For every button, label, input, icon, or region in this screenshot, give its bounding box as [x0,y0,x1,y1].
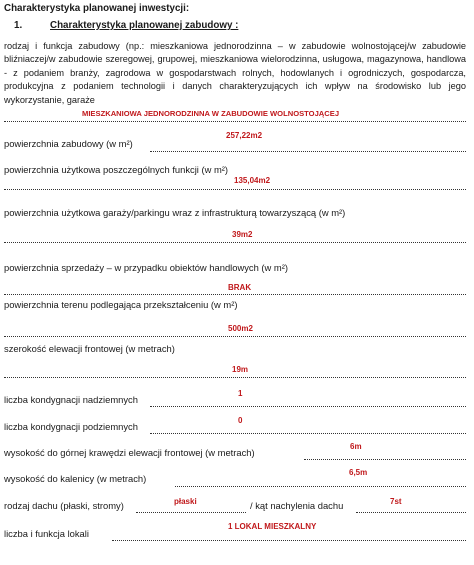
eaves-height-label: wysokość do górnej krawędzi elewacji frontowej (w metrach) [4,447,255,458]
roof-type-label: rodzaj dachu (płaski, stromy) [4,500,124,511]
roof-angle-value: 7st [390,497,402,506]
intro-value: MIESZKANIOWA JEDNORODZINNA W ZABUDOWIE WOLNOSTOJĄCEJ [82,109,340,118]
dotted-line [136,512,246,513]
dotted-line [4,121,466,122]
dotted-line [4,336,466,337]
section-title: Charakterystyka planowanej zabudowy : [50,20,239,31]
units-label: liczba i funkcja lokali [4,528,89,539]
built-area-label: powierzchnia zabudowy (w m²) [4,138,133,149]
usable-area-label: powierzchnia użytkowa poszczególnych funkcji (w m²) [4,164,229,175]
dotted-line [4,242,466,243]
dotted-line [150,406,466,407]
storeys-above-label: liczba kondygnacji nadziemnych [4,394,138,405]
dotted-line [304,459,466,460]
eaves-height-value: 6m [350,442,362,451]
dotted-line [175,486,466,487]
dotted-line [4,294,466,295]
built-area-value: 257,22m2 [226,131,263,140]
dotted-line [356,512,466,513]
transform-area-value: 500m2 [228,324,253,333]
sales-area-value: BRAK [228,283,252,292]
transform-area-label: powierzchnia terenu podlegająca przekształceniu (w m²) [4,299,238,310]
storeys-above-value: 1 [238,389,243,398]
dotted-line [150,151,466,152]
roof-type-value: płaski [174,497,197,506]
dotted-line [150,433,466,434]
intro-text: rodzaj i funkcja zabudowy (np.: mieszkaniowa jednorodzinna – w zabudowie wolnostojącej/w zabudowie bliźniaczej/w zabudowie szeregowej, grupowej, mieszkaniowa wielorodzinna, usługowa, magazynowa, handlowa - z podaniem branży, zagrodowa w gospodarstwach rolnych, hodowlanych i ogrodniczych, gospodarcza, produkcyjna z podaniem technologii i danych charakteryzujących ich wpływ na środowisko lub jego wykorzystanie, garaże [4,41,466,105]
garage-area-value: 39m2 [232,230,253,239]
document-heading: Charakterystyka planowanej inwestycji: [4,3,190,14]
section-number: 1. [14,20,23,31]
units-value: 1 LOKAL MIESZKALNY [228,522,317,531]
usable-area-value: 135,04m2 [234,176,271,185]
sales-area-label: powierzchnia sprzedaży – w przypadku obiektów handlowych (w m²) [4,262,288,273]
dotted-line [4,189,466,190]
garage-area-label: powierzchnia użytkowa garaży/parkingu wraz z infrastrukturą towarzyszącą (w m²) [4,207,346,218]
dotted-line [4,377,466,378]
roof-angle-label: / kąt nachylenia dachu [250,500,344,511]
ridge-height-label: wysokość do kalenicy (w metrach) [4,473,147,484]
ridge-height-value: 6,5m [349,468,368,477]
storeys-below-value: 0 [238,416,243,425]
facade-width-value: 19m [232,365,249,374]
storeys-below-label: liczba kondygnacji podziemnych [4,421,138,432]
facade-width-label: szerokość elewacji frontowej (w metrach) [4,343,175,354]
dotted-line [112,540,466,541]
